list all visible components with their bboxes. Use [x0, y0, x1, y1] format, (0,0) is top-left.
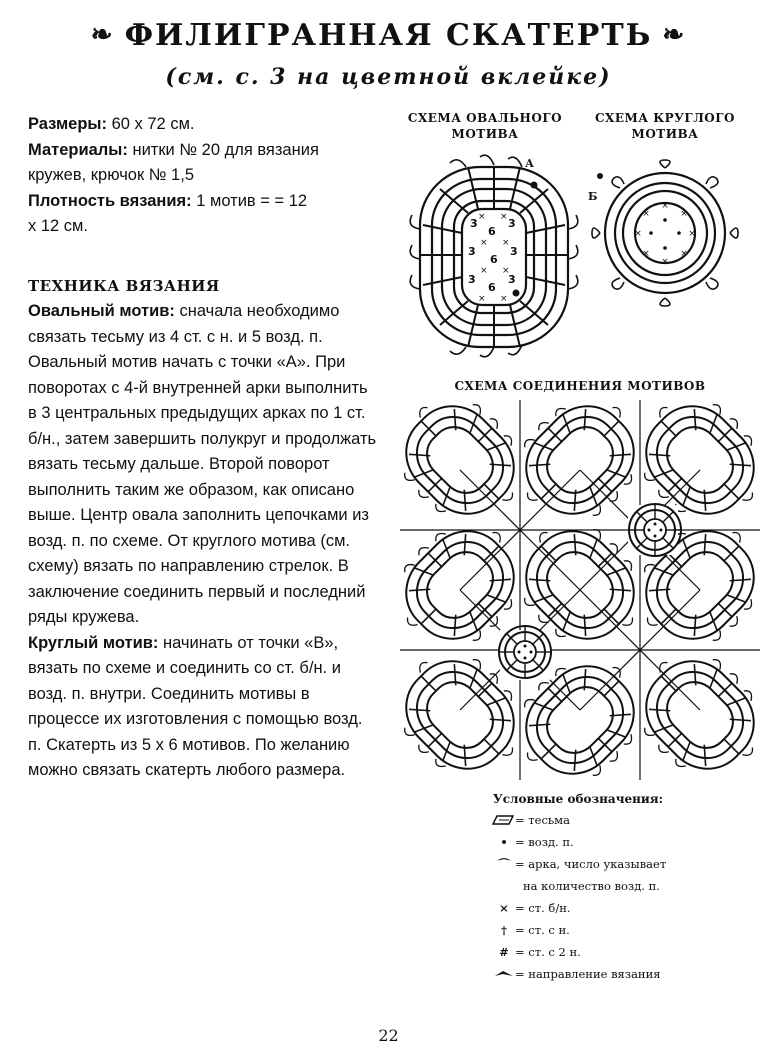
direction-arrow-icon — [493, 968, 515, 980]
arch-number: 3 — [508, 273, 516, 286]
svg-text:×: × — [688, 229, 696, 239]
legend-text: = возд. п. — [515, 835, 574, 849]
legend-text: = ст. б/н. — [515, 901, 571, 915]
svg-text:×: × — [480, 266, 488, 276]
size-value: 60 х 72 см. — [111, 115, 195, 133]
legend-text: = направление вязания — [515, 967, 661, 981]
size-label: Размеры: — [28, 115, 108, 133]
oval-label: Овальный мотив: — [28, 302, 175, 320]
svg-text:×: × — [661, 201, 669, 211]
round-paragraph — [28, 631, 380, 784]
page-subtitle: (см. с. 3 на цветной вклейке) — [165, 64, 612, 90]
legend-row — [493, 941, 763, 963]
single-crochet-icon: × — [499, 901, 509, 915]
legend-row — [493, 831, 763, 853]
round-motif-diagram — [590, 158, 740, 308]
arch-number: 3 — [508, 217, 516, 230]
size-line — [28, 112, 380, 138]
svg-text:×: × — [480, 238, 488, 248]
svg-text:×: × — [502, 266, 510, 276]
fleuron-right-icon: ❧ — [662, 20, 687, 50]
svg-text:×: × — [478, 212, 486, 222]
round-label: Круглый мотив: — [28, 633, 159, 652]
legend-row — [493, 897, 763, 919]
legend-title: Условные обозначения: — [493, 792, 664, 806]
arch-number: 3 — [468, 273, 476, 286]
fleuron-left-icon: ❧ — [90, 20, 115, 50]
legend-row — [493, 809, 763, 831]
double-crochet-icon: † — [500, 923, 507, 937]
arch-icon: ⌒ — [498, 857, 510, 871]
motif-joining-diagram — [400, 400, 760, 780]
legend-row — [493, 963, 763, 985]
join-diagram-title: СХЕМА СОЕДИНЕНИЯ МОТИВОВ — [454, 379, 706, 393]
materials-value: нитки № 20 для вязания кружев, крючок № 1,5 — [28, 140, 319, 184]
point-b-label: Б — [588, 190, 598, 203]
round-diagram-title: СХЕМА КРУГЛОГО МОТИВА — [594, 111, 735, 141]
point-a-label: А — [525, 157, 534, 170]
legend-row — [493, 919, 763, 941]
svg-text:×: × — [500, 294, 508, 304]
svg-text:×: × — [680, 249, 688, 259]
materials-label: Материалы: — [28, 140, 128, 159]
arch-number: 6 — [488, 225, 496, 238]
density-label: Плотность вязания: — [28, 191, 192, 210]
legend-row — [493, 875, 763, 897]
legend — [493, 792, 763, 985]
arch-number: 6 — [488, 281, 496, 294]
chain-dot-icon: • — [500, 835, 508, 849]
title-text: ФИЛИГРАННАЯ СКАТЕРТЬ — [124, 18, 653, 53]
page-title — [0, 18, 777, 53]
arch-number: 3 — [468, 245, 476, 258]
legend-text: = ст. с 2 н. — [515, 945, 581, 959]
svg-text:×: × — [680, 209, 688, 219]
arch-number: 6 — [490, 253, 498, 266]
density-value: 1 мотив = = 12 х 12 см. — [28, 191, 308, 235]
oval-paragraph — [28, 299, 380, 631]
legend-text: = тесьма — [515, 813, 570, 827]
legend-text: на количество возд. п. — [523, 879, 660, 893]
legend-text: = ст. с н. — [515, 923, 570, 937]
svg-text:×: × — [500, 212, 508, 222]
svg-text:×: × — [661, 257, 669, 267]
oval-motif-diagram — [410, 155, 580, 355]
technique-heading: ТЕХНИКА ВЯЗАНИЯ — [28, 276, 220, 295]
instructions-column — [28, 112, 380, 784]
oval-text: сначала необходимо связать тесьму из 4 ст. с н. и 5 возд. п. Овальный мотив начать с точки «А». При поворотах с 4-й внутренней арки выполнить в 3 центральных предыдущих арках по 1 ст. б/н., затем завершить полукруг и продолжать вязать тесьму дальше. Второй поворот выполнить таким же образом, как описано выше. Центр овала заполнить цепочками из возд. п. по схеме. От круглого мотива (см. схему) вязать по направлению стрелок. В заключение соединить первый и последний ряды кружева. — [28, 302, 377, 626]
tape-icon — [493, 814, 515, 826]
arch-number: 3 — [470, 217, 478, 230]
materials-line — [28, 138, 380, 189]
page-number: 22 — [378, 1026, 399, 1045]
legend-text: = арка, число указывает — [515, 857, 667, 871]
svg-text:×: × — [634, 229, 642, 239]
arch-number: 3 — [510, 245, 518, 258]
svg-text:×: × — [642, 209, 650, 219]
treble-crochet-icon: # — [499, 945, 509, 959]
svg-text:×: × — [642, 249, 650, 259]
svg-text:×: × — [502, 238, 510, 248]
oval-diagram-title: СХЕМА ОВАЛЬНОГО МОТИВА — [407, 111, 563, 141]
density-line — [28, 189, 318, 240]
legend-row — [493, 853, 763, 875]
round-text: начинать от точки «В», вязать по схеме и соединить со ст. б/н. и возд. п. внутри. Соединить мотивы в процессе их изготовления с помощью возд. п. Скатерть из 5 х 6 мотивов. По желанию можно связать скатерть любого размера. — [28, 633, 363, 779]
svg-text:×: × — [478, 294, 486, 304]
